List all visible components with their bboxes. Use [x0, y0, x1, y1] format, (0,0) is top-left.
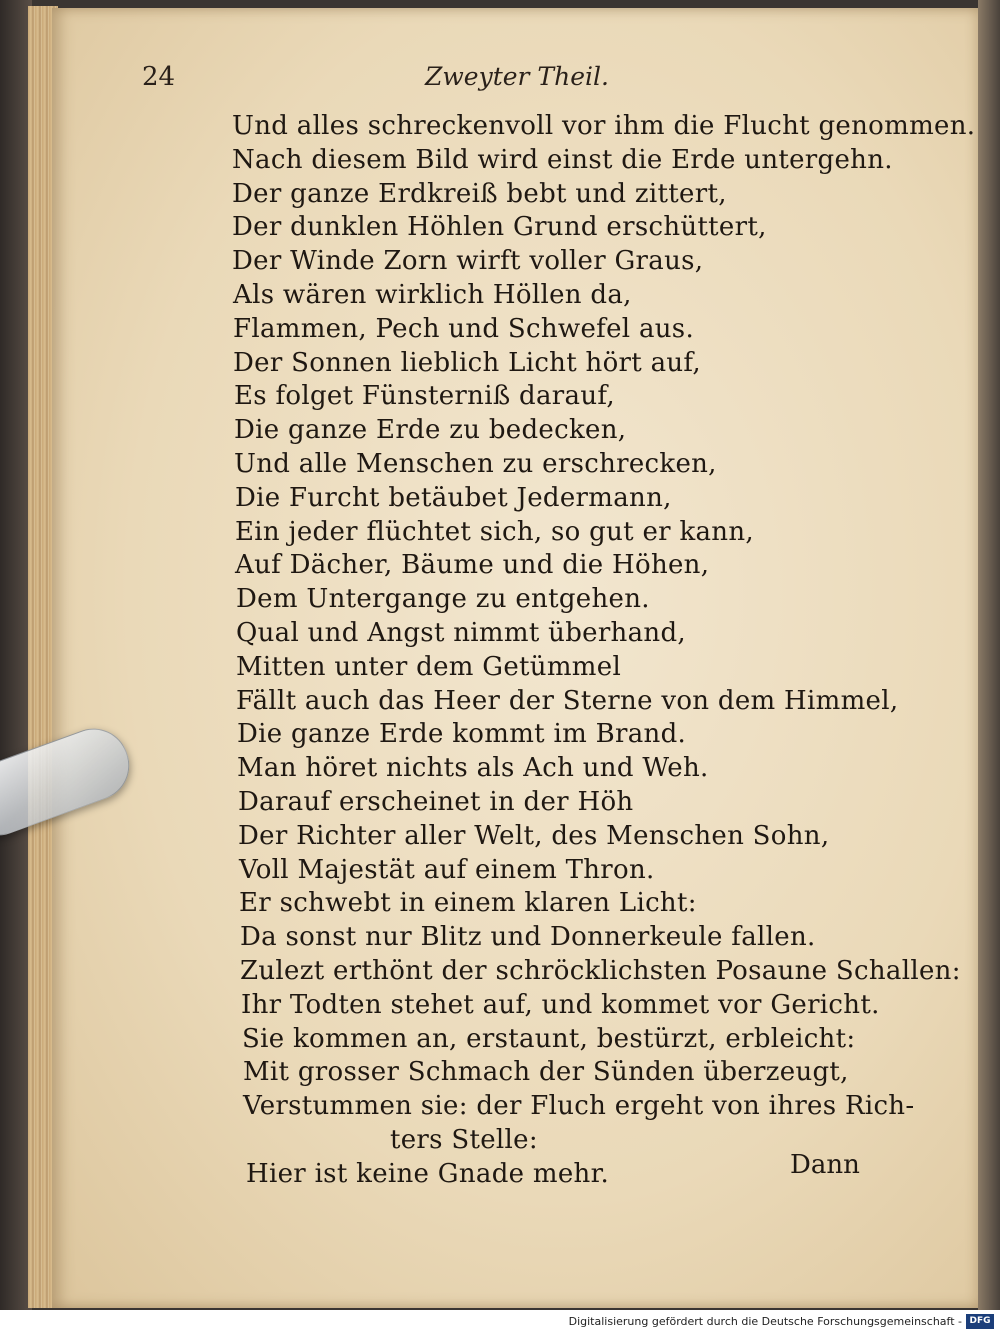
verse-line: Nach diesem Bild wird einst die Erde untergehn.: [232, 145, 893, 175]
catchword: Dann: [790, 1150, 860, 1180]
verse-line: Als wären wirklich Höllen da,: [233, 280, 632, 310]
footer-bar: [0, 1310, 1000, 1334]
verse-line: Voll Majestät auf einem Thron.: [239, 855, 655, 885]
verse-line: Zulezt erthönt der schröcklichsten Posaune Schallen:: [240, 956, 961, 986]
verse-line: Es folget Fünsterniß darauf,: [234, 381, 615, 411]
verse-line: Und alle Menschen zu erschrecken,: [234, 449, 717, 479]
verse-line: Die ganze Erde kommt im Brand.: [237, 719, 687, 749]
verse-line: Der Sonnen lieblich Licht hört auf,: [233, 348, 701, 378]
running-head: Zweyter Theil.: [425, 62, 609, 91]
verse-line: Da sonst nur Blitz und Donnerkeule fallen.: [240, 922, 816, 952]
verse-line: Darauf erscheinet in der Höh: [238, 787, 634, 817]
verse-line: Ein jeder flüchtet sich, so gut er kann,: [235, 517, 754, 547]
verse-line: Ihr Todten stehet auf, und kommet vor Gericht.: [241, 990, 880, 1020]
verse-line: Hier ist keine Gnade mehr.: [246, 1159, 610, 1189]
dfg-logo-icon: DFG: [966, 1314, 994, 1329]
verse-line: Und alles schreckenvoll vor ihm die Flucht genommen.: [232, 111, 976, 141]
verse-line: Mit grosser Schmach der Sünden überzeugt,: [243, 1057, 849, 1087]
verse-line: Fällt auch das Heer der Sterne von dem Himmel,: [236, 686, 899, 716]
verse-line: Er schwebt in einem klaren Licht:: [239, 888, 697, 918]
verse-line: ters Stelle:: [390, 1125, 538, 1155]
verse-line: Der Richter aller Welt, des Menschen Sohn,: [238, 821, 830, 851]
verse-line: Verstummen sie: der Fluch ergeht von ihres Rich-: [243, 1091, 915, 1121]
verse-line: Auf Dächer, Bäume und die Höhen,: [235, 550, 710, 580]
verse-line: Flammen, Pech und Schwefel aus.: [233, 314, 695, 344]
verse-line: Qual und Angst nimmt überhand,: [236, 618, 686, 648]
verse-line: Sie kommen an, erstaunt, bestürzt, erbleicht:: [242, 1024, 856, 1054]
verse-line: Der dunklen Höhlen Grund erschüttert,: [232, 212, 767, 242]
verse-line: Der ganze Erdkreiß bebt und zittert,: [232, 179, 727, 209]
verse-line: Mitten unter dem Getümmel: [236, 652, 622, 682]
page-number: 24: [142, 62, 176, 92]
verse-line: Der Winde Zorn wirft voller Graus,: [232, 246, 704, 276]
verse-line: Dem Untergange zu entgehen.: [236, 584, 650, 614]
verse-line: Die ganze Erde zu bedecken,: [234, 415, 627, 445]
verse-line: Die Furcht betäubet Jedermann,: [235, 483, 672, 513]
verse-line: Man höret nichts als Ach und Weh.: [237, 753, 709, 783]
funding-credit: Digitalisierung gefördert durch die Deutsche Forschungsgemeinschaft -: [568, 1315, 962, 1328]
